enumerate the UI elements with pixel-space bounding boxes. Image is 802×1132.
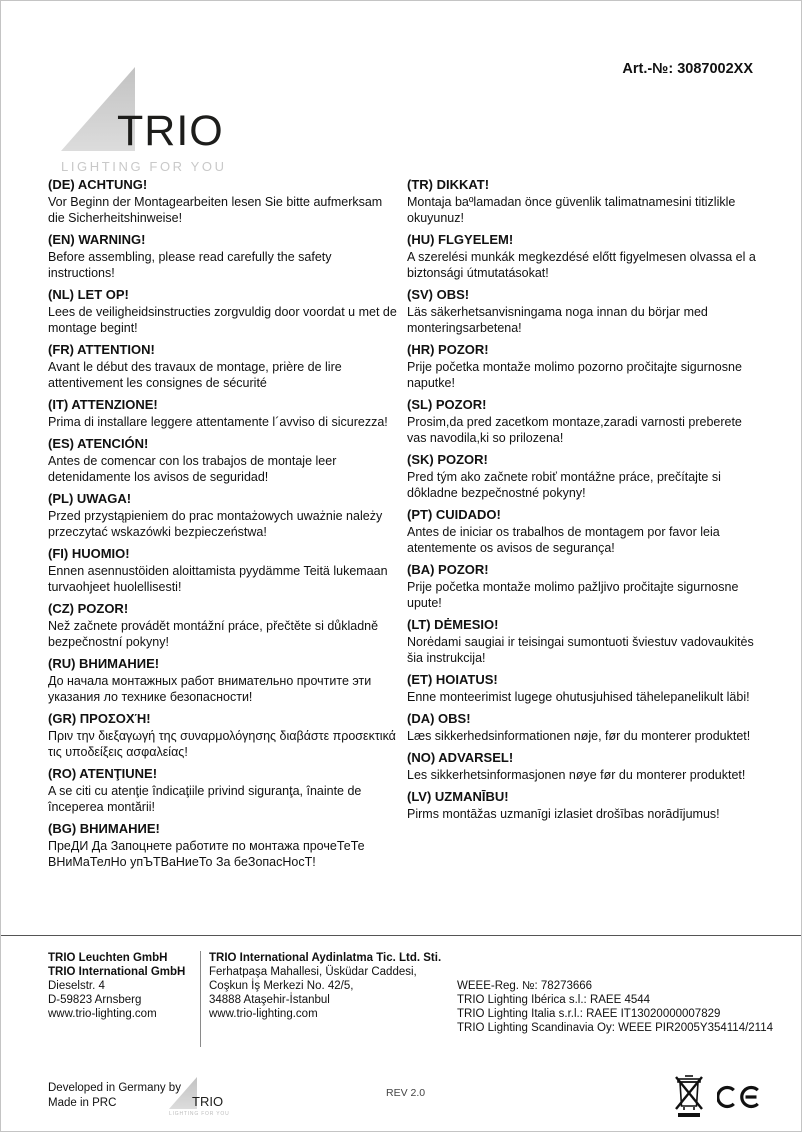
warning-title: (NO) ADVARSEL!: [407, 750, 514, 765]
trio-logo-small: [169, 1077, 249, 1125]
footer-line: Coşkun İş Merkezi No. 42/5,: [209, 980, 354, 992]
warning-title: (CZ) POZOR!: [48, 601, 129, 616]
origin-note-line1: Developed in Germany by: [48, 1082, 181, 1094]
warning-entry: [407, 672, 756, 705]
warning-body: Antes de iniciar os trabalhos de montagem por favor leia atentemente os avisos de segurança!: [407, 525, 720, 555]
warning-entry: [407, 342, 756, 391]
footer-line: 34888 Ataşehir-İstanbul: [209, 994, 330, 1006]
footer-line: TRIO Lighting Italia s.r.l.: RAEE IT13020000007829: [457, 1008, 721, 1020]
warning-entry: [407, 232, 756, 281]
warning-entry: [48, 232, 397, 281]
logo-tagline: LIGHTING FOR YOU: [61, 159, 227, 174]
warning-body: Norėdami saugiai ir teisingai sumontuoti šviestuv vadovaukitės šia instrukcija!: [407, 635, 754, 665]
warning-entry: [48, 766, 397, 815]
warning-entry: [407, 562, 756, 611]
warning-entry: [48, 397, 397, 430]
warning-body: Prima di installare leggere attentamente l´avviso di sicurezza!: [48, 415, 388, 429]
warning-body: A se citi cu atenţie îndicaţiile privind siguranţa, înainte de începerea montării!: [48, 784, 362, 814]
footer-line: Dieselstr. 4: [48, 980, 105, 992]
warning-title: (PT) CUIDADO!: [407, 507, 501, 522]
warning-title: (BA) POZOR!: [407, 562, 489, 577]
warnings-column-left: [48, 177, 397, 876]
warning-body: Prosim,da pred zacetkom montaze,zaradi varnosti preberete vas navodila,ki so prilozena!: [407, 415, 742, 445]
footer-weee-registrations: [457, 979, 791, 1035]
warning-body: Montaja baºlamadan önce güvenlik talimatnamesini titizlikle okuyunuz!: [407, 195, 736, 225]
footer-turkey-address: [209, 965, 449, 1021]
warning-title: (DE) ACHTUNG!: [48, 177, 148, 192]
warning-title: (BG) ВНИМАНИЕ!: [48, 821, 160, 836]
warning-body: Enne monteerimist lugege ohutusjuhised tähelepanelikult läbi!: [407, 690, 750, 704]
trio-logo: [61, 67, 291, 179]
warning-body: Before assembling, please read carefully the safety instructions!: [48, 250, 332, 280]
logo-tagline-small: LIGHTING FOR YOU: [169, 1111, 230, 1117]
warning-title: (IT) ATTENZIONE!: [48, 397, 158, 412]
warning-body: Vor Beginn der Montagearbeiten lesen Sie bitte aufmerksam die Sicherheitshinweise!: [48, 195, 383, 225]
origin-note: [48, 1081, 181, 1111]
warning-body: Przed przystąpieniem do prac montażowych uważnie należy przeczytać wskazówki bezpieczeństwa!: [48, 509, 383, 539]
footer-line: www.trio-lighting.com: [48, 1008, 157, 1020]
warning-title: (LV) UZMANĪBU!: [407, 789, 509, 804]
warning-title: (PL) UWAGA!: [48, 491, 132, 506]
warnings-column-right: [407, 177, 756, 876]
warning-title: (DA) OBS!: [407, 711, 471, 726]
logo-brand-text: TRIO: [117, 107, 224, 155]
warning-entry: [407, 452, 756, 501]
warning-title: (GR) ΠΡΟΣΟΧΉ!: [48, 711, 151, 726]
footer-line: D-59823 Arnsberg: [48, 994, 142, 1006]
warning-title: (LT) DĖMESIO!: [407, 617, 499, 632]
ce-mark-icon: [717, 1085, 765, 1114]
footer-column-registrations: [449, 951, 791, 1047]
warning-entry: [48, 491, 397, 540]
warning-title: (SV) OBS!: [407, 287, 470, 302]
warning-body: Pred tým ako začnete robiť montážne práce, prečítajte si dôkladne bezpečnostné pokyny!: [407, 470, 721, 500]
warning-entry: [48, 546, 397, 595]
warning-entry: [48, 287, 397, 336]
footer-line: TRIO International Aydinlatma Tic. Ltd. Sti.: [209, 952, 442, 964]
footer-addresses: [48, 951, 791, 1047]
warning-title: (HU) FLGYELEM!: [407, 232, 514, 247]
warning-title: (SL) POZOR!: [407, 397, 487, 412]
warning-entry: [407, 711, 756, 744]
warning-entry: [48, 177, 397, 226]
warning-body: Lees de veiligheidsinstructies zorgvuldig door voordat u met de montage begint!: [48, 305, 397, 335]
warning-title: (EN) WARNING!: [48, 232, 146, 247]
warning-entry: [407, 789, 756, 822]
footer-turkey-name: [209, 951, 449, 965]
warning-entry: [407, 750, 756, 783]
warning-body: До начала монтажных работ внимательно прочтите эти указания ло технике безопасности!: [48, 674, 372, 704]
footer-line: TRIO Lighting Ibérica s.l.: RAEE 4544: [457, 994, 651, 1006]
warning-entry: [407, 287, 756, 336]
warning-entry: [407, 507, 756, 556]
warning-body: Πριν την διεξαγωγή της συναρμολόγησης διαβάστε προσεκτικά τις υποδείξεις ασφαλείας!: [48, 729, 396, 759]
warning-title: (SK) POZOR!: [407, 452, 488, 467]
warning-title: (ET) HOIATUS!: [407, 672, 498, 687]
warning-title: (FR) ATTENTION!: [48, 342, 155, 357]
footer-line: WEEE-Reg. №: 78273666: [457, 980, 593, 992]
footer-column-turkey: [200, 951, 449, 1047]
warning-entry: [48, 601, 397, 650]
warning-entry: [407, 397, 756, 446]
warning-entry: [407, 617, 756, 666]
warning-body: Antes de comencar con los trabajos de montaje leer detenidamente los avisos de seguridad!: [48, 454, 337, 484]
warning-entry: [48, 436, 397, 485]
warning-body: Læs sikkerhedsinformationen nøje, før du monterer produktet!: [407, 729, 751, 743]
logo-brand-text-small: TRIO: [192, 1094, 224, 1109]
warning-body: Prije početka montaže molimo pažljivo pročitajte sigurnosne upute!: [407, 580, 739, 610]
warning-title: (ES) ATENCIÓN!: [48, 436, 149, 451]
footer-germany-address: [48, 979, 200, 1021]
warning-body: Než začnete provádět montážní práce, přečtěte si důkladně bezpečnostní pokyny!: [48, 619, 379, 649]
warning-body: A szerelési munkák megkezdésé előtt figyelmesen olvassa el a biztonsági útmutatásokat!: [407, 250, 756, 280]
warning-body: Läs säkerhetsanvisningama noga innan du börjar med monteringsarbetena!: [407, 305, 708, 335]
footer-line: TRIO Lighting Scandinavia Oy: WEEE PIR2005Y354114/2114: [457, 1022, 774, 1034]
footer-divider-line: [1, 935, 802, 936]
warning-title: (RO) ATENŢIUNE!: [48, 766, 158, 781]
footer-germany-names: [48, 951, 200, 979]
warning-body: Prije početka montaže molimo pozorno pročitajte sigurnosne naputke!: [407, 360, 742, 390]
warnings-grid: [48, 177, 756, 876]
warning-body: Pirms montāžas uzmanīgi izlasiet drošības norādījumus!: [407, 807, 720, 821]
revision-label: REV 2.0: [386, 1087, 426, 1099]
warning-entry: [48, 342, 397, 391]
weee-crossed-out-bin-icon: [673, 1073, 705, 1124]
warning-title: (HR) POZOR!: [407, 342, 489, 357]
warning-entry: [407, 177, 756, 226]
warning-entry: [48, 656, 397, 705]
warning-title: (RU) ВНИМАНИЕ!: [48, 656, 160, 671]
footer-line: www.trio-lighting.com: [209, 1008, 318, 1020]
warning-entry: [48, 821, 397, 870]
footer-column-germany: [48, 951, 200, 1047]
warning-title: (NL) LET OP!: [48, 287, 129, 302]
footer-line: TRIO International GmbH: [48, 966, 186, 978]
warning-entry: [48, 711, 397, 760]
warning-body: ПреДИ Да Запоцнете работите по монтажа прочеТеТе ВНиМаТелНо упЪТВаНиеТо За беЗопасНосТ!: [48, 839, 365, 869]
article-number: Art.-№: 3087002XX: [622, 61, 753, 77]
origin-note-line2: Made in PRC: [48, 1097, 117, 1109]
warning-title: (FI) HUOMIO!: [48, 546, 130, 561]
footer-line: Ferhatpaşa Mahallesi, Üsküdar Caddesi,: [209, 966, 417, 978]
warning-body: Les sikkerhetsinformasjonen nøye før du monterer produktet!: [407, 768, 746, 782]
warning-title: (TR) DIKKAT!: [407, 177, 490, 192]
footer-line: TRIO Leuchten GmbH: [48, 952, 168, 964]
warning-body: Ennen asennustöiden aloittamista pyydämme Teitä lukemaan turvaohjeet huolellisesti!: [48, 564, 388, 594]
warning-body: Avant le début des travaux de montage, prière de lire attentivement les consignes de sécurité: [48, 360, 342, 390]
